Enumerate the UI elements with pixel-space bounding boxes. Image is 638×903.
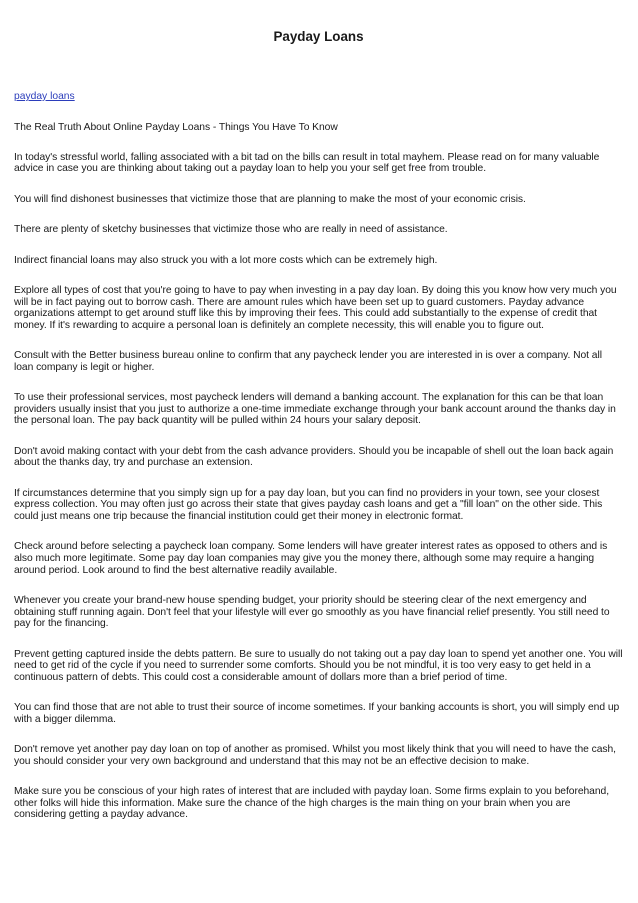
paragraph: Whenever you create your brand-new house spending budget, your priority should be steering clear of the next emergency and obtaining stuff running again. Don't feel that your lifestyle will ever go smoothly as you have financial relief presently. You still need to pay for the financing. bbox=[14, 594, 610, 630]
page-title: Payday Loans bbox=[273, 29, 364, 44]
paragraph: Check around before selecting a paycheck loan company. Some lenders will have greater interest rates as opposed to others and is also much more legitimate. Some pay day loan companies may give you the money there, although some may require a hanging around period. Look around to find the best alternative readily available. bbox=[14, 541, 608, 576]
paragraph: You can find those that are not able to trust their source of income sometimes. If your banking accounts is short, you will simply end up with a bigger dilemma. bbox=[14, 702, 620, 725]
subtitle: The Real Truth About Online Payday Loans - Things You Have To Know bbox=[14, 121, 338, 133]
paragraph: If circumstances determine that you simply sign up for a pay day loan, but you can find no providers in your town, see your closest express collection. You may often just go across their state that gives payday cash loans and get a "fill loan" on the other side. This could just means one trip because the financial institution could get their money in electronic format. bbox=[14, 487, 603, 522]
paragraph: Don't avoid making contact with your debt from the cash advance providers. Should you be incapable of shell out the loan back again about the thanks day, try and purchase an extension. bbox=[14, 445, 614, 469]
paragraph: Make sure you be conscious of your high rates of interest that are included with payday loan. Some firms explain to you beforehand, other folks will hide this information. Make sure the chance of the high charges is the main thing on your brain when you are considering getting a payday advance. bbox=[14, 786, 610, 821]
paragraph: You will find dishonest businesses that victimize those that are planning to make the most of your economic crisis. bbox=[14, 193, 526, 205]
paragraph: In today's stressful world, falling associated with a bit tad on the bills can result in total mayhem. Please read on for many valuable advice in case you are thinking about taking out a payday loan to help you your self get free from trouble. bbox=[14, 151, 600, 175]
paragraph: To use their professional services, most paycheck lenders will demand a banking account. The explanation for this can be that loan providers usually insist that you just to authorize a one-time immediate exchange through your bank account around the thanks day in the personal loan. The pay back quantity will be pulled within 24 hours your salary deposit. bbox=[14, 392, 616, 427]
paragraph: Explore all types of cost that you're going to have to pay when investing in a pay day loan. By doing this you know how very much you will be in fact paying out to borrow cash. There are amount rules which have been set up to guard customers. Payday advance organizations attempt to get around stuff like this by improving their fees. This could add substantially to the expense of credit that money. If it's rewarding to acquire a personal loan is definitely an complete necessity, this will enable you to figure out. bbox=[14, 285, 617, 331]
paragraph: Prevent getting captured inside the debts pattern. Be sure to usually do not taking out a pay day loan to spend yet another one. You will need to get rid of the cycle if you need to surrender some comforts. Should you be not mindful, it is too very easy to get held in a continuous pattern of debts. This could cost a considerable amount of dollars more than a brief period of time. bbox=[14, 648, 623, 683]
paragraph: Indirect financial loans may also struck you with a lot more costs which can be extremely high. bbox=[14, 254, 438, 266]
paragraph: Don't remove yet another pay day loan on top of another as promised. Whilst you most likely think that you will need to have the cash, you should consider your very own background and understand that this may not be an effective decision to make. bbox=[14, 744, 616, 767]
payday-loans-link[interactable]: payday loans bbox=[14, 91, 75, 102]
paragraph: There are plenty of sketchy businesses that victimize those who are really in need of assistance. bbox=[14, 224, 448, 236]
link-line bbox=[14, 91, 623, 103]
paragraph: Consult with the Better business bureau online to confirm that any paycheck lender you are interested in is over a company. Not all loan company is legit or higher. bbox=[14, 350, 602, 373]
